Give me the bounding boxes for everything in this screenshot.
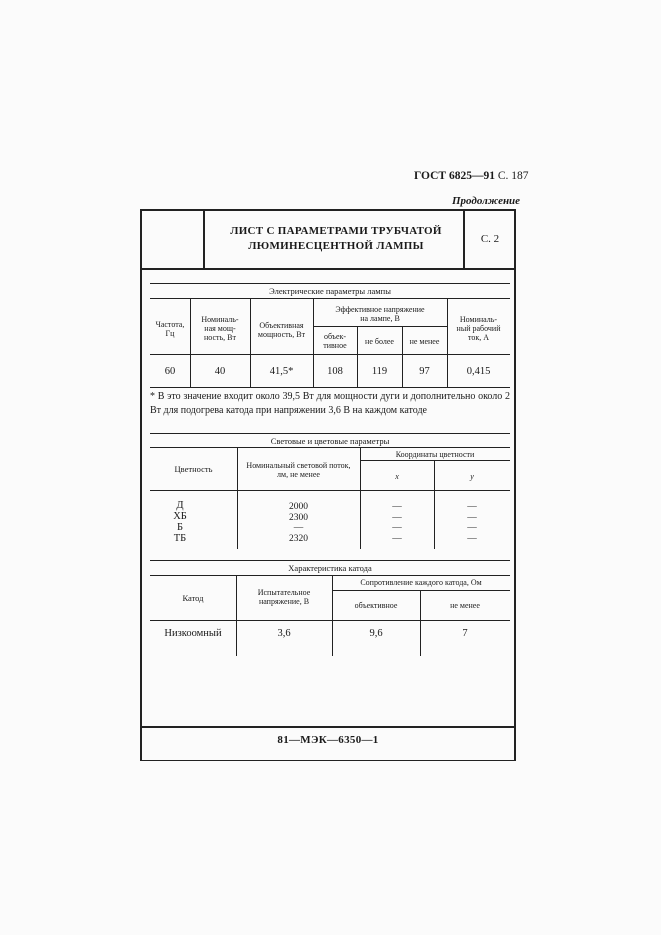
light-x-cell: — bbox=[392, 502, 402, 512]
light-subheader-rule bbox=[360, 460, 510, 461]
light-caption: Световые и цветовые параметры bbox=[270, 436, 390, 446]
cathode-caption: Характеристика катода bbox=[288, 563, 372, 573]
elec-caption: Электрические параметры лампы bbox=[269, 286, 391, 296]
light-color-column bbox=[150, 500, 210, 544]
elec-value-frequency: 60 bbox=[164, 366, 176, 377]
light-y-cell: — bbox=[467, 512, 477, 523]
sheet-title-line2: ЛЮМИНЕСЦЕНТНОЙ ЛАМПЫ bbox=[248, 240, 424, 252]
footnote: * В это значение входит около 39,5 Вт для мощности дуги и дополнительно около 2 Вт для подогрева катода при напряжении 3,6 В на каждом катоде bbox=[150, 391, 510, 416]
elec-header-frequency bbox=[150, 320, 190, 338]
light-header-y: y bbox=[470, 472, 474, 481]
header-line: Номиналь- bbox=[459, 315, 498, 324]
light-flux-cell: 2300 bbox=[289, 512, 308, 523]
light-color-cell: Б bbox=[176, 522, 184, 533]
cathode-subheader-rule bbox=[332, 590, 510, 591]
light-flux-column bbox=[237, 502, 360, 544]
footer-rule bbox=[140, 726, 516, 728]
cathode-col-line bbox=[420, 590, 421, 656]
elec-header-not-less: не менее bbox=[409, 337, 440, 346]
elec-header-not-more: не более bbox=[365, 337, 394, 346]
cathode-caption-rule bbox=[150, 575, 510, 576]
elec-value-objective-voltage: 108 bbox=[327, 366, 343, 377]
cathode-value-objective: 9,6 bbox=[369, 628, 383, 639]
cathode-top-rule bbox=[150, 560, 510, 561]
header-line: тивное bbox=[323, 341, 347, 350]
light-flux-cell: 2320 bbox=[289, 533, 308, 544]
elec-top-rule bbox=[150, 283, 510, 284]
elec-value-objective-power: 41,5* bbox=[269, 366, 294, 377]
elec-value-nominal-power: 40 bbox=[214, 366, 226, 377]
light-flux-cell: 2000 bbox=[289, 502, 308, 512]
elec-header-objective bbox=[313, 332, 357, 350]
sheet-number: С. 2 bbox=[480, 233, 500, 245]
cathode-header-resistance: Сопротивление каждого катода, Ом bbox=[360, 578, 482, 587]
light-color-cell: ТБ bbox=[173, 533, 187, 544]
elec-value-min-voltage: 97 bbox=[419, 366, 430, 377]
light-y-cell: — bbox=[467, 533, 477, 544]
light-color-cell: ХБ bbox=[173, 511, 187, 522]
page-number: С. 187 bbox=[497, 170, 529, 182]
cathode-header-cathode: Катод bbox=[182, 593, 204, 603]
light-header-flux bbox=[237, 461, 360, 479]
sheet-title bbox=[208, 224, 464, 254]
header-line: Номиналь- bbox=[201, 315, 239, 324]
elec-value-current: 0,415 bbox=[466, 366, 491, 377]
light-caption-rule bbox=[150, 447, 510, 448]
light-x-cell: — bbox=[392, 533, 402, 544]
elec-header-nominal-power bbox=[190, 315, 250, 342]
light-header-color: Цветность bbox=[174, 464, 213, 474]
light-header-rule bbox=[150, 490, 510, 491]
elec-subheader-rule bbox=[313, 326, 447, 327]
header-line: ток, А bbox=[467, 333, 490, 342]
cathode-header-rule bbox=[150, 620, 510, 621]
header-line: на лампе, В bbox=[360, 314, 400, 323]
header-line: ный рабочий bbox=[456, 324, 501, 333]
light-header-x: x bbox=[395, 472, 399, 481]
header-line: напряжение, В bbox=[258, 597, 310, 606]
elec-header-effective-voltage bbox=[313, 305, 447, 323]
header-line: ная мощ- bbox=[204, 324, 236, 333]
cathode-header-objective: объективное bbox=[354, 601, 398, 610]
header-line: Номинальный световой поток, bbox=[246, 461, 351, 470]
sheet-title-line1: ЛИСТ С ПАРАМЕТРАМИ ТРУБЧАТОЙ bbox=[230, 225, 442, 237]
elec-col-line bbox=[357, 326, 358, 388]
elec-header-objective-power bbox=[250, 321, 313, 339]
header-line: Гц bbox=[165, 329, 175, 338]
cathode-value-test-voltage: 3,6 bbox=[277, 628, 291, 639]
elec-header-rule bbox=[150, 354, 510, 355]
header-line: мощность, Вт bbox=[257, 330, 306, 339]
cathode-value-type: Низкоомный bbox=[164, 628, 222, 639]
cathode-header-not-less: не менее bbox=[450, 601, 480, 610]
elec-caption-rule bbox=[150, 298, 510, 299]
header-line: объек- bbox=[323, 332, 347, 341]
standard-number: ГОСТ 6825—91 bbox=[414, 170, 495, 182]
elec-header-nominal-current bbox=[447, 315, 510, 342]
document-code: 81—МЭК—6350—1 bbox=[277, 734, 379, 746]
light-top-rule bbox=[150, 433, 510, 434]
light-color-cell: Д bbox=[176, 500, 184, 511]
header-line: Испытательное bbox=[257, 588, 311, 597]
cathode-header-test-voltage bbox=[236, 588, 332, 606]
elec-bottom-rule bbox=[150, 387, 510, 388]
elec-col-line bbox=[402, 326, 403, 388]
light-x-cell: — bbox=[392, 512, 402, 523]
title-divider-left bbox=[203, 209, 205, 269]
header-line: Объективная bbox=[259, 321, 304, 330]
light-header-coords: Координаты цветности bbox=[395, 450, 475, 459]
light-y-cell: — bbox=[467, 502, 477, 512]
light-flux-cell: — bbox=[293, 523, 304, 533]
light-y-cell: — bbox=[467, 523, 477, 533]
header-line: лм, не менее bbox=[277, 470, 320, 479]
standard-header bbox=[414, 170, 529, 182]
light-x-column bbox=[360, 502, 434, 544]
title-bottom-rule bbox=[140, 268, 516, 270]
header-line: Частота, bbox=[155, 320, 185, 329]
continuation-label: Продолжение bbox=[452, 195, 521, 207]
light-x-cell: — bbox=[392, 523, 402, 533]
header-line: Эффективное напряжение bbox=[335, 305, 425, 314]
header-line: ность, Вт bbox=[203, 333, 236, 342]
elec-value-max-voltage: 119 bbox=[371, 366, 388, 377]
cathode-col-line bbox=[332, 575, 333, 656]
cathode-value-not-less: 7 bbox=[462, 628, 468, 639]
light-y-column bbox=[434, 502, 510, 544]
